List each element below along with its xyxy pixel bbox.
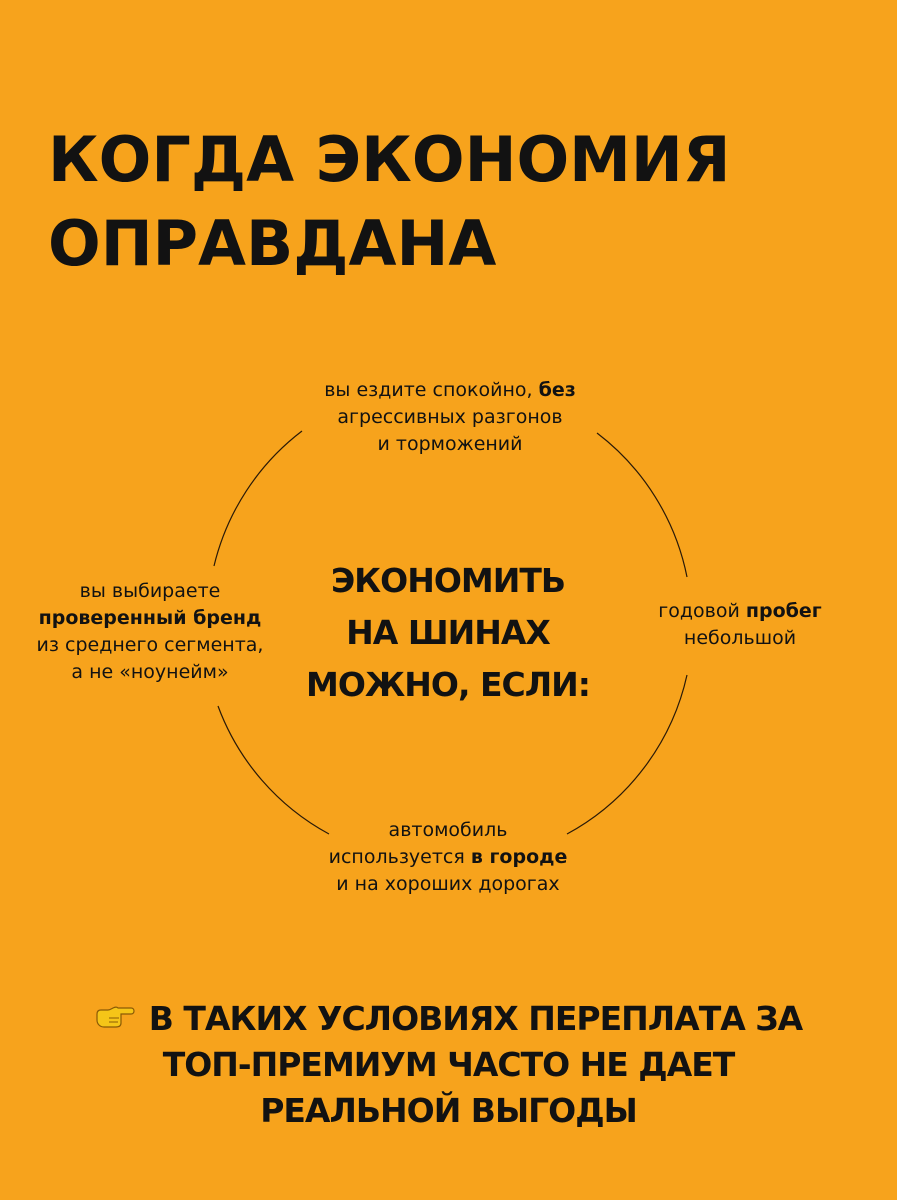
condition-left-line-1: вы выбираете [79,580,221,602]
condition-left-bold: проверенный бренд [38,607,262,629]
center-line-2: НА ШИНАХ [346,613,550,652]
condition-bottom-text: используется [328,846,471,868]
arc-bottom-left [218,706,329,834]
condition-bottom [248,817,648,898]
condition-top-line-3: и торможений [377,433,523,455]
condition-left-line-3: из среднего сегмента, [36,634,264,656]
conclusion-line-1: В ТАКИХ УСЛОВИЯХ ПЕРЕПЛАТА ЗА [148,999,803,1038]
condition-top-text: вы ездите спокойно, [324,379,539,401]
center-statement [268,555,628,711]
condition-top-line-2: агрессивных разгонов [337,406,563,428]
conclusion-line-2: ТОП-ПРЕМИУМ ЧАСТО НЕ ДАЕТ [162,1045,735,1084]
conclusion-line-3: РЕАЛЬНОЙ ВЫГОДЫ [260,1091,637,1130]
title-line-1: КОГДА ЭКОНОМИЯ [48,123,731,196]
condition-bottom-line-3: и на хороших дорогах [336,873,560,895]
condition-bottom-line-1: автомобиль [388,819,508,841]
condition-left [0,578,300,686]
center-line-1: ЭКОНОМИТЬ [330,561,566,600]
center-line-3: МОЖНО, ЕСЛИ: [306,665,590,704]
condition-right [620,598,860,652]
condition-right-bold: пробег [745,600,822,622]
pointing-hand-icon [95,1005,135,1029]
condition-right-line-2: небольшой [683,627,797,649]
condition-right-text: годовой [658,600,746,622]
condition-top [260,377,640,458]
title-line-2: ОПРАВДАНА [48,207,497,280]
conclusion [40,996,857,1134]
condition-top-bold: без [538,379,576,401]
condition-bottom-bold: в городе [470,846,568,868]
condition-left-line-4: а не «ноунейм» [71,661,229,683]
